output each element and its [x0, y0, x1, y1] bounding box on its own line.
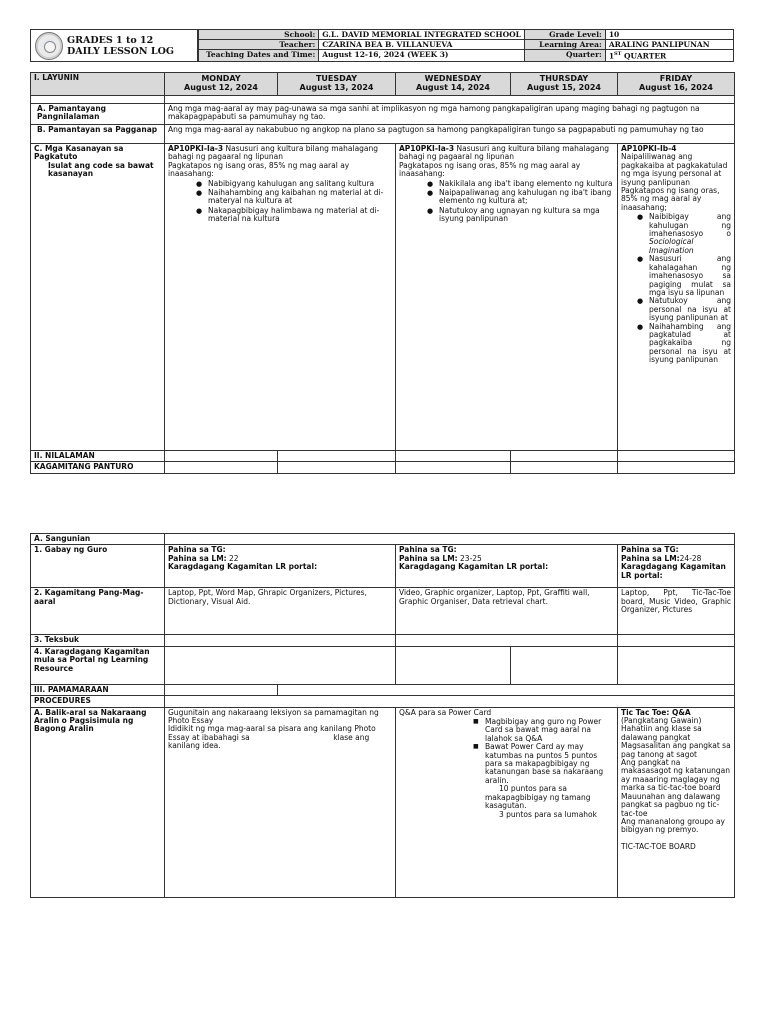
pamantayang-label: A. Pamantayang Pangnilalaman: [31, 104, 165, 125]
list-item: ● Nabibigyang kahulugan ang salitang kultura: [208, 180, 392, 188]
gabay-monday: Pahina sa TG: Pahina sa LM: 22 Karagdagang Kagamitan LR portal:: [165, 545, 396, 588]
pagganap-text: Ang mga mag-aaral ay nakabubuo ng angkop na plano sa pagtugon sa hamong pangkapaligiran tungo sa pagpapabuti ng pamumuhay ng tao: [165, 125, 735, 144]
pamantayang-text: Ang mga mag-aaral ay may pag-unawa sa mga sanhi at implikasyon ng mga hamong pangkapaligiran upang maging bahagi ng pagtugon na makapagpapabuti sa pamumuhay ng tao.: [165, 104, 735, 125]
procedures-label: PROCEDURES: [31, 696, 165, 707]
kagamitang-label: 2. Kagamitang Pang-Mag-aaral: [31, 588, 165, 635]
list-item: ■ Magbibigay ang guro ng Power Card sa bawat mag aaral na lalahok sa Q&A: [485, 718, 614, 743]
list-item: ● Natutukoy ang ugnayan ng kultura sa mga isyung panlipunan: [439, 207, 614, 224]
dates-label: Teaching Dates and Time:: [199, 50, 319, 62]
balik-aral-label: A. Balik-aral sa Nakaraang Aralin o Pagsisimula ng Bagong Aralin: [31, 707, 165, 897]
balik-aral-wednesday: Q&A para sa Power Card ■ Magbibigay ang guro ng Power Card sa bawat mag aaral na lalahok sa Q&A ■ Bawat Power Card ay may katumbas na puntos 5 puntos para sa makapagbibigay ng katanungan base sa nakaraang aralin. 10 puntos para sa makapagbibigay ng tamang kasagutan. 3 puntos para sa lumahok: [396, 707, 618, 897]
day-wednesday: WEDNESDAY August 14, 2024: [396, 73, 511, 96]
kasanayan-label: C. Mga Kasanayan sa Pagkatuto: [34, 144, 124, 162]
kasanayan-label-cell: [31, 144, 165, 451]
kagamitang-friday: Laptop, Ppt, Tic-Tac-Toe board, Music Video, Graphic Organizer, Pictures: [618, 588, 735, 635]
logo-block: [30, 29, 198, 62]
sanggunian-label: A. Sangunian: [31, 534, 165, 545]
list-item: ● Natutukoy ang personal na isyu at isyung panlipunan at: [649, 297, 731, 322]
wednesday-objective-list: [399, 180, 614, 224]
objectives-table: [30, 72, 735, 474]
tic-tac-toe-board-label: TIC-TAC-TOE BOARD: [621, 841, 696, 851]
kasanayan-sub: Isulat ang code sa bawat kasanayan: [48, 160, 154, 179]
log-title: GRADES 1 to 12: [67, 35, 154, 46]
gabay-friday: Pahina sa TG: Pahina sa LM:24-28 Karagdagang Kagamitan LR portal:: [618, 545, 735, 588]
balik-aral-monday: Gugunitain ang nakaraang leksiyon sa pamamagitan ng Photo Essay Ididikit ng mga mag-aaral sa pisara ang kanilang Photo Essay at ibabahagi sa klase ang kanilang idea.: [165, 707, 396, 897]
deped-seal-icon: [35, 32, 63, 60]
balik-aral-friday: Tic Tac Toe: Q&A (Pangkatang Gawain) Hahatiin ang klase sa dalawang pangkat Magsasalitan ang pangkat sa pag tanong at sagot Ang pangkat na makasasagot ng katanungan ay maaaring maglagay ng marka sa tic-tac-toe board Mauunahan ang dalawang pangkat sa pagbuo ng tic-tac-toe Ang mananalong groupo ay bibigyan ng premyo. TIC-TAC-TOE BOARD: [618, 707, 735, 897]
monday-objective-list: [168, 180, 392, 224]
day-thursday: THURSDAY August 15, 2024: [511, 73, 618, 96]
day-friday: FRIDAY August 16, 2024: [618, 73, 735, 96]
quarter-value: 1ST QUARTER: [605, 50, 733, 62]
list-item: ● Nakikilala ang iba't ibang elemento ng kultura: [439, 180, 614, 188]
friday-objective-list: [621, 213, 731, 364]
list-item: ● Naipapaliwanag ang kahulugan ng iba't ibang elemento ng kultura at;: [439, 189, 614, 206]
teksbuk-label: 3. Teksbuk: [31, 635, 165, 646]
kagamitang-wednesday: Video, Graphic organizer, Laptop, Ppt, Graffiti wall, Graphic Organiser, Data retrieval chart.: [396, 588, 618, 635]
list-item: ● Naihahambing ang pagkatulad at pagkakaiba ng personal na isyu at isyung panlipunan: [649, 323, 731, 365]
pamamaraan-label: III. PAMAMARAAN: [31, 684, 165, 695]
wednesday-objectives: AP10PKI-Ia-3 Nasusuri ang kultura bilang mahalagang bahagi ng pagaaral ng lipunan Pagkatapos ng isang oras, 85% ng mag aaral ay inaasahang: ● Nakikilala ang iba't ibang elemento ng kultura ● Naipapaliwanag ang kahulugan ng iba't ibang elemento ng kultura at; ● Natutukoy ang ugnayan ng kultura sa mga isyung panlipunan: [396, 144, 618, 451]
area-value: ARALING PANLIPUNAN: [605, 40, 733, 50]
gabay-wednesday: Pahina sa TG: Pahina sa LM: 23-25 Karagdagang Kagamitan LR portal:: [396, 545, 618, 588]
gabay-label: 1. Gabay ng Guro: [31, 545, 165, 588]
list-item: ● Naihahambing ang kaibahan ng material at di-materyal na kultura at: [208, 189, 392, 206]
list-item: ● Naibibigay ang kahulugan ng imahenasosyo o Sociological Imagination: [649, 213, 731, 255]
area-label: Learning Area:: [524, 40, 605, 50]
pagganap-label: B. Pamantayan sa Pagganap: [31, 125, 165, 144]
day-monday: MONDAY August 12, 2024: [165, 73, 278, 96]
list-item: ● Nakapagbibigay halimbawa ng material at di- material na kultura: [208, 207, 392, 224]
log-subtitle: DAILY LESSON LOG: [67, 46, 174, 57]
teacher-value: CZARINA BEA B. VILLANUEVA: [319, 40, 525, 50]
school-value: G.L. DAVID MEMORIAL INTEGRATED SCHOOL: [319, 30, 525, 40]
day-tuesday: TUESDAY August 13, 2024: [278, 73, 396, 96]
friday-objectives: AP10PKI-Ib-4 Naipaliliwanag ang pagkakaiba at pagkakatulad ng mga isyung personal at isyung panlipunan Pagkatapos ng isang oras, 85% ng mag aaral ay inaasahang; ● Naibibigay ang kahulugan ng imahenasosyo o Sociological Imagination ● Nasusuri ang kahalagahan ng imahenasosyo sa pagiging mulat sa mga isyu sa lipunan ● Natutukoy ang personal na isyu at isyung panlipunan at ● Naihahambing ang pagkatulad at pagkakaiba ng personal na isyu at isyung panlipunan: [618, 144, 735, 451]
school-label: School:: [199, 30, 319, 40]
list-item: ■ Bawat Power Card ay may katumbas na puntos 5 puntos para sa makapagbibigay ng katanungan base sa nakaraang aralin.: [485, 743, 614, 785]
list-item: ● Nasusuri ang kahalagahan ng imahenasosyo sa pagiging mulat sa mga isyu sa lipunan: [649, 255, 731, 297]
grade-value: 10: [605, 30, 733, 40]
dates-value: August 12-16, 2024 (WEEK 3): [319, 50, 525, 62]
grade-label: Grade Level:: [524, 30, 605, 40]
layunin-label: I. LAYUNIN: [31, 73, 165, 96]
resources-table: [30, 533, 735, 898]
nilalaman-label: II. NILALAMAN: [31, 451, 165, 462]
power-card-list: [399, 718, 614, 785]
header-info-table: [198, 29, 734, 62]
kagamitang-monday: Laptop, Ppt, Word Map, Ghrapic Organizers, Pictures, Dictionary, Visual Aid.: [165, 588, 396, 635]
teacher-label: Teacher:: [199, 40, 319, 50]
kagamitan-label: KAGAMITANG PANTURO: [31, 462, 165, 473]
quarter-label: Quarter:: [524, 50, 605, 62]
karagdagang-label: 4. Karagdagang Kagamitan mula sa Portal ng Learning Resource: [31, 646, 165, 684]
monday-objectives: AP10PKI-Ia-3 Nasusuri ang kultura bilang mahalagang bahagi ng pagaaral ng lipunan Pagkatapos ng isang oras, 85% ng mag aaral ay inaasahang: ● Nabibigyang kahulugan ang salitang kultura ● Naihahambing ang kaibahan ng material at di-materyal na kultura at ● Nakapagbibigay halimbawa ng material at di- material na kultura: [165, 144, 396, 451]
